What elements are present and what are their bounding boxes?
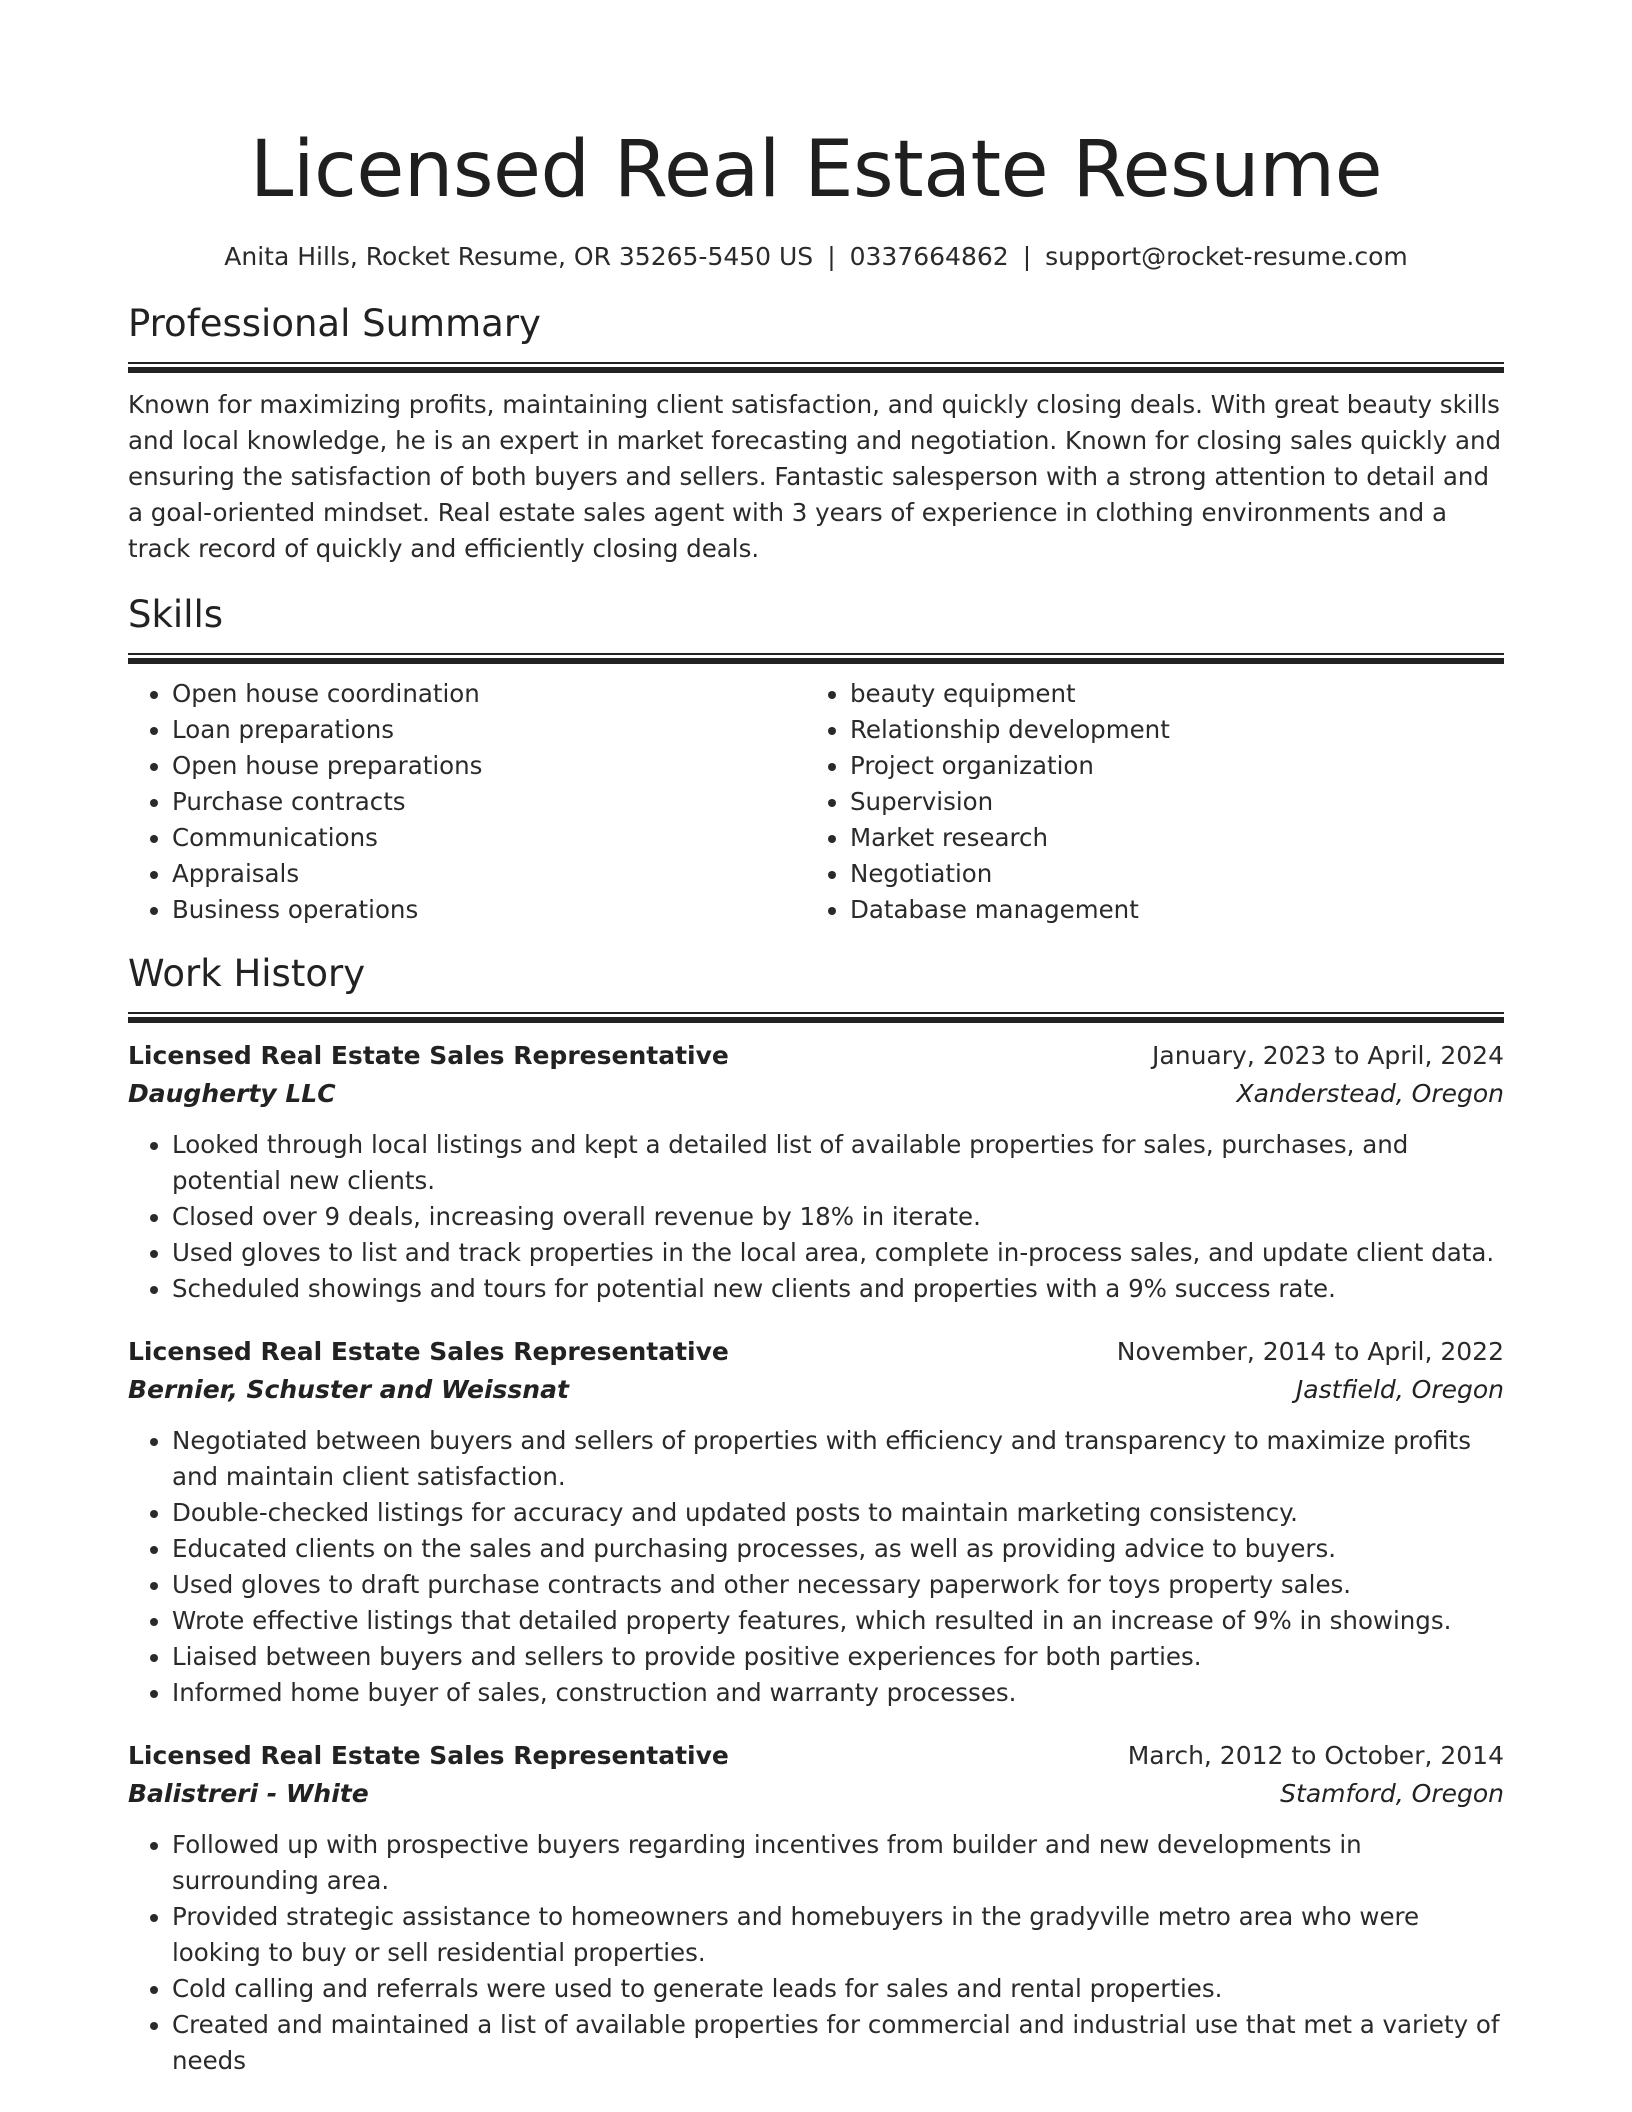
- skill-item: • Relationship development: [850, 712, 1484, 748]
- summary-heading: Professional Summary: [128, 302, 541, 345]
- job-bullet: • Used gloves to list and track properties in the local area, complete in-process sales, and update client data.: [172, 1235, 1504, 1271]
- job-bullet: • Informed home buyer of sales, construction and warranty processes.: [172, 1675, 1504, 1711]
- job-title: Licensed Real Estate Sales Representative: [128, 1741, 729, 1770]
- job-bullet: • Scheduled showings and tours for potential new clients and properties with a 9% success rate.: [172, 1271, 1504, 1307]
- skill-item: • Supervision: [850, 784, 1484, 820]
- skill-item: • Appraisals: [172, 856, 806, 892]
- job-location: Stamford, Oregon: [1280, 1779, 1504, 1808]
- skill-item: • Open house coordination: [172, 676, 806, 712]
- job-header-row: [128, 1333, 1504, 1371]
- skills-grid: [128, 676, 1504, 928]
- job-bullet: • Negotiated between buyers and sellers of properties with efficiency and transparency to maximize profits and maintain client satisfaction.: [172, 1423, 1504, 1495]
- contact-address: Anita Hills, Rocket Resume, OR 35265-5450 US: [224, 242, 814, 271]
- job-bullet-list: [128, 1827, 1504, 2079]
- resume-title: Licensed Real Estate Resume: [249, 125, 1383, 215]
- job-company: Bernier, Schuster and Weissnat: [128, 1375, 569, 1404]
- skill-item: • Loan preparations: [172, 712, 806, 748]
- job-header-row: [128, 1037, 1504, 1075]
- job-title: Licensed Real Estate Sales Representative: [128, 1337, 729, 1366]
- contact-email: support@rocket-resume.com: [1045, 242, 1408, 271]
- job-bullet: • Wrote effective listings that detailed property features, which resulted in an increase of 9% in showings.: [172, 1603, 1504, 1639]
- job-company: Balistreri - White: [128, 1779, 369, 1808]
- job-entry: [128, 1333, 1504, 1711]
- contact-separator: |: [1022, 242, 1032, 271]
- skill-item: • Open house preparations: [172, 748, 806, 784]
- job-dates: March, 2012 to October, 2014: [1127, 1741, 1504, 1770]
- job-company-row: [128, 1371, 1504, 1409]
- skill-item: • Purchase contracts: [172, 784, 806, 820]
- job-bullet: • Double-checked listings for accuracy and updated posts to maintain marketing consistency.: [172, 1495, 1504, 1531]
- skill-item: • Communications: [172, 820, 806, 856]
- skill-item: • Market research: [850, 820, 1484, 856]
- section-divider: [128, 1012, 1504, 1023]
- job-bullet: • Educated clients on the sales and purchasing processes, as well as providing advice to buyers.: [172, 1531, 1504, 1567]
- job-dates: November, 2014 to April, 2022: [1116, 1337, 1504, 1366]
- job-bullet: • Cold calling and referrals were used to generate leads for sales and rental properties.: [172, 1971, 1504, 2007]
- work-history-heading: Work History: [128, 952, 366, 995]
- skill-item: • Business operations: [172, 892, 806, 928]
- skills-section: [128, 591, 1504, 928]
- job-entry: [128, 1037, 1504, 1307]
- skills-heading: Skills: [128, 593, 224, 636]
- job-company-row: [128, 1775, 1504, 1813]
- contact-phone: 0337664862: [849, 242, 1009, 271]
- job-bullet: • Provided strategic assistance to homeowners and homebuyers in the gradyville metro area who were looking to buy or sell residential properties.: [172, 1899, 1504, 1971]
- job-bullet: • Looked through local listings and kept a detailed list of available properties for sales, purchases, and potential new clients.: [172, 1127, 1504, 1199]
- job-company-row: [128, 1075, 1504, 1113]
- skill-item: • beauty equipment: [850, 676, 1484, 712]
- summary-text: Known for maximizing profits, maintaining client satisfaction, and quickly closing deals. With great beauty skills and local knowledge, he is an expert in market forecasting and negotiation. Known for closing sales quickly and ensuring the satisfaction of both buyers and sellers. Fantastic salesperson with a strong attention to detail and a goal-oriented mindset. Real estate sales agent with 3 years of experience in clothing environments and a track record of quickly and efficiently closing deals.: [128, 390, 1502, 563]
- summary-section: [128, 300, 1504, 567]
- resume-page: [128, 0, 1504, 2112]
- contact-line: [128, 240, 1504, 274]
- section-divider: [128, 653, 1504, 664]
- job-bullet: • Closed over 9 deals, increasing overall revenue by 18% in iterate.: [172, 1199, 1504, 1235]
- job-location: Xanderstead, Oregon: [1236, 1079, 1504, 1108]
- job-company: Daugherty LLC: [128, 1079, 336, 1108]
- job-header-row: [128, 1737, 1504, 1775]
- section-divider: [128, 362, 1504, 373]
- contact-separator: |: [827, 242, 836, 271]
- skills-column-left: [128, 676, 806, 928]
- job-bullet: • Liaised between buyers and sellers to provide positive experiences for both parties.: [172, 1639, 1504, 1675]
- job-bullet: • Created and maintained a list of available properties for commercial and industrial use that met a variety of needs: [172, 2007, 1504, 2079]
- job-title: Licensed Real Estate Sales Representative: [128, 1041, 729, 1070]
- job-bullet: • Used gloves to draft purchase contracts and other necessary paperwork for toys property sales.: [172, 1567, 1504, 1603]
- skill-item: • Negotiation: [850, 856, 1484, 892]
- job-bullet-list: [128, 1127, 1504, 1307]
- job-location: Jastfield, Oregon: [1295, 1375, 1504, 1404]
- job-bullet: • Followed up with prospective buyers regarding incentives from builder and new developments in surrounding area.: [172, 1827, 1504, 1899]
- skill-item: • Database management: [850, 892, 1484, 928]
- skill-item: • Project organization: [850, 748, 1484, 784]
- skills-column-right: [806, 676, 1484, 928]
- job-dates: January, 2023 to April, 2024: [1152, 1041, 1504, 1070]
- job-entry: [128, 1737, 1504, 2079]
- work-history-section: [128, 950, 1504, 2079]
- job-bullet-list: [128, 1423, 1504, 1711]
